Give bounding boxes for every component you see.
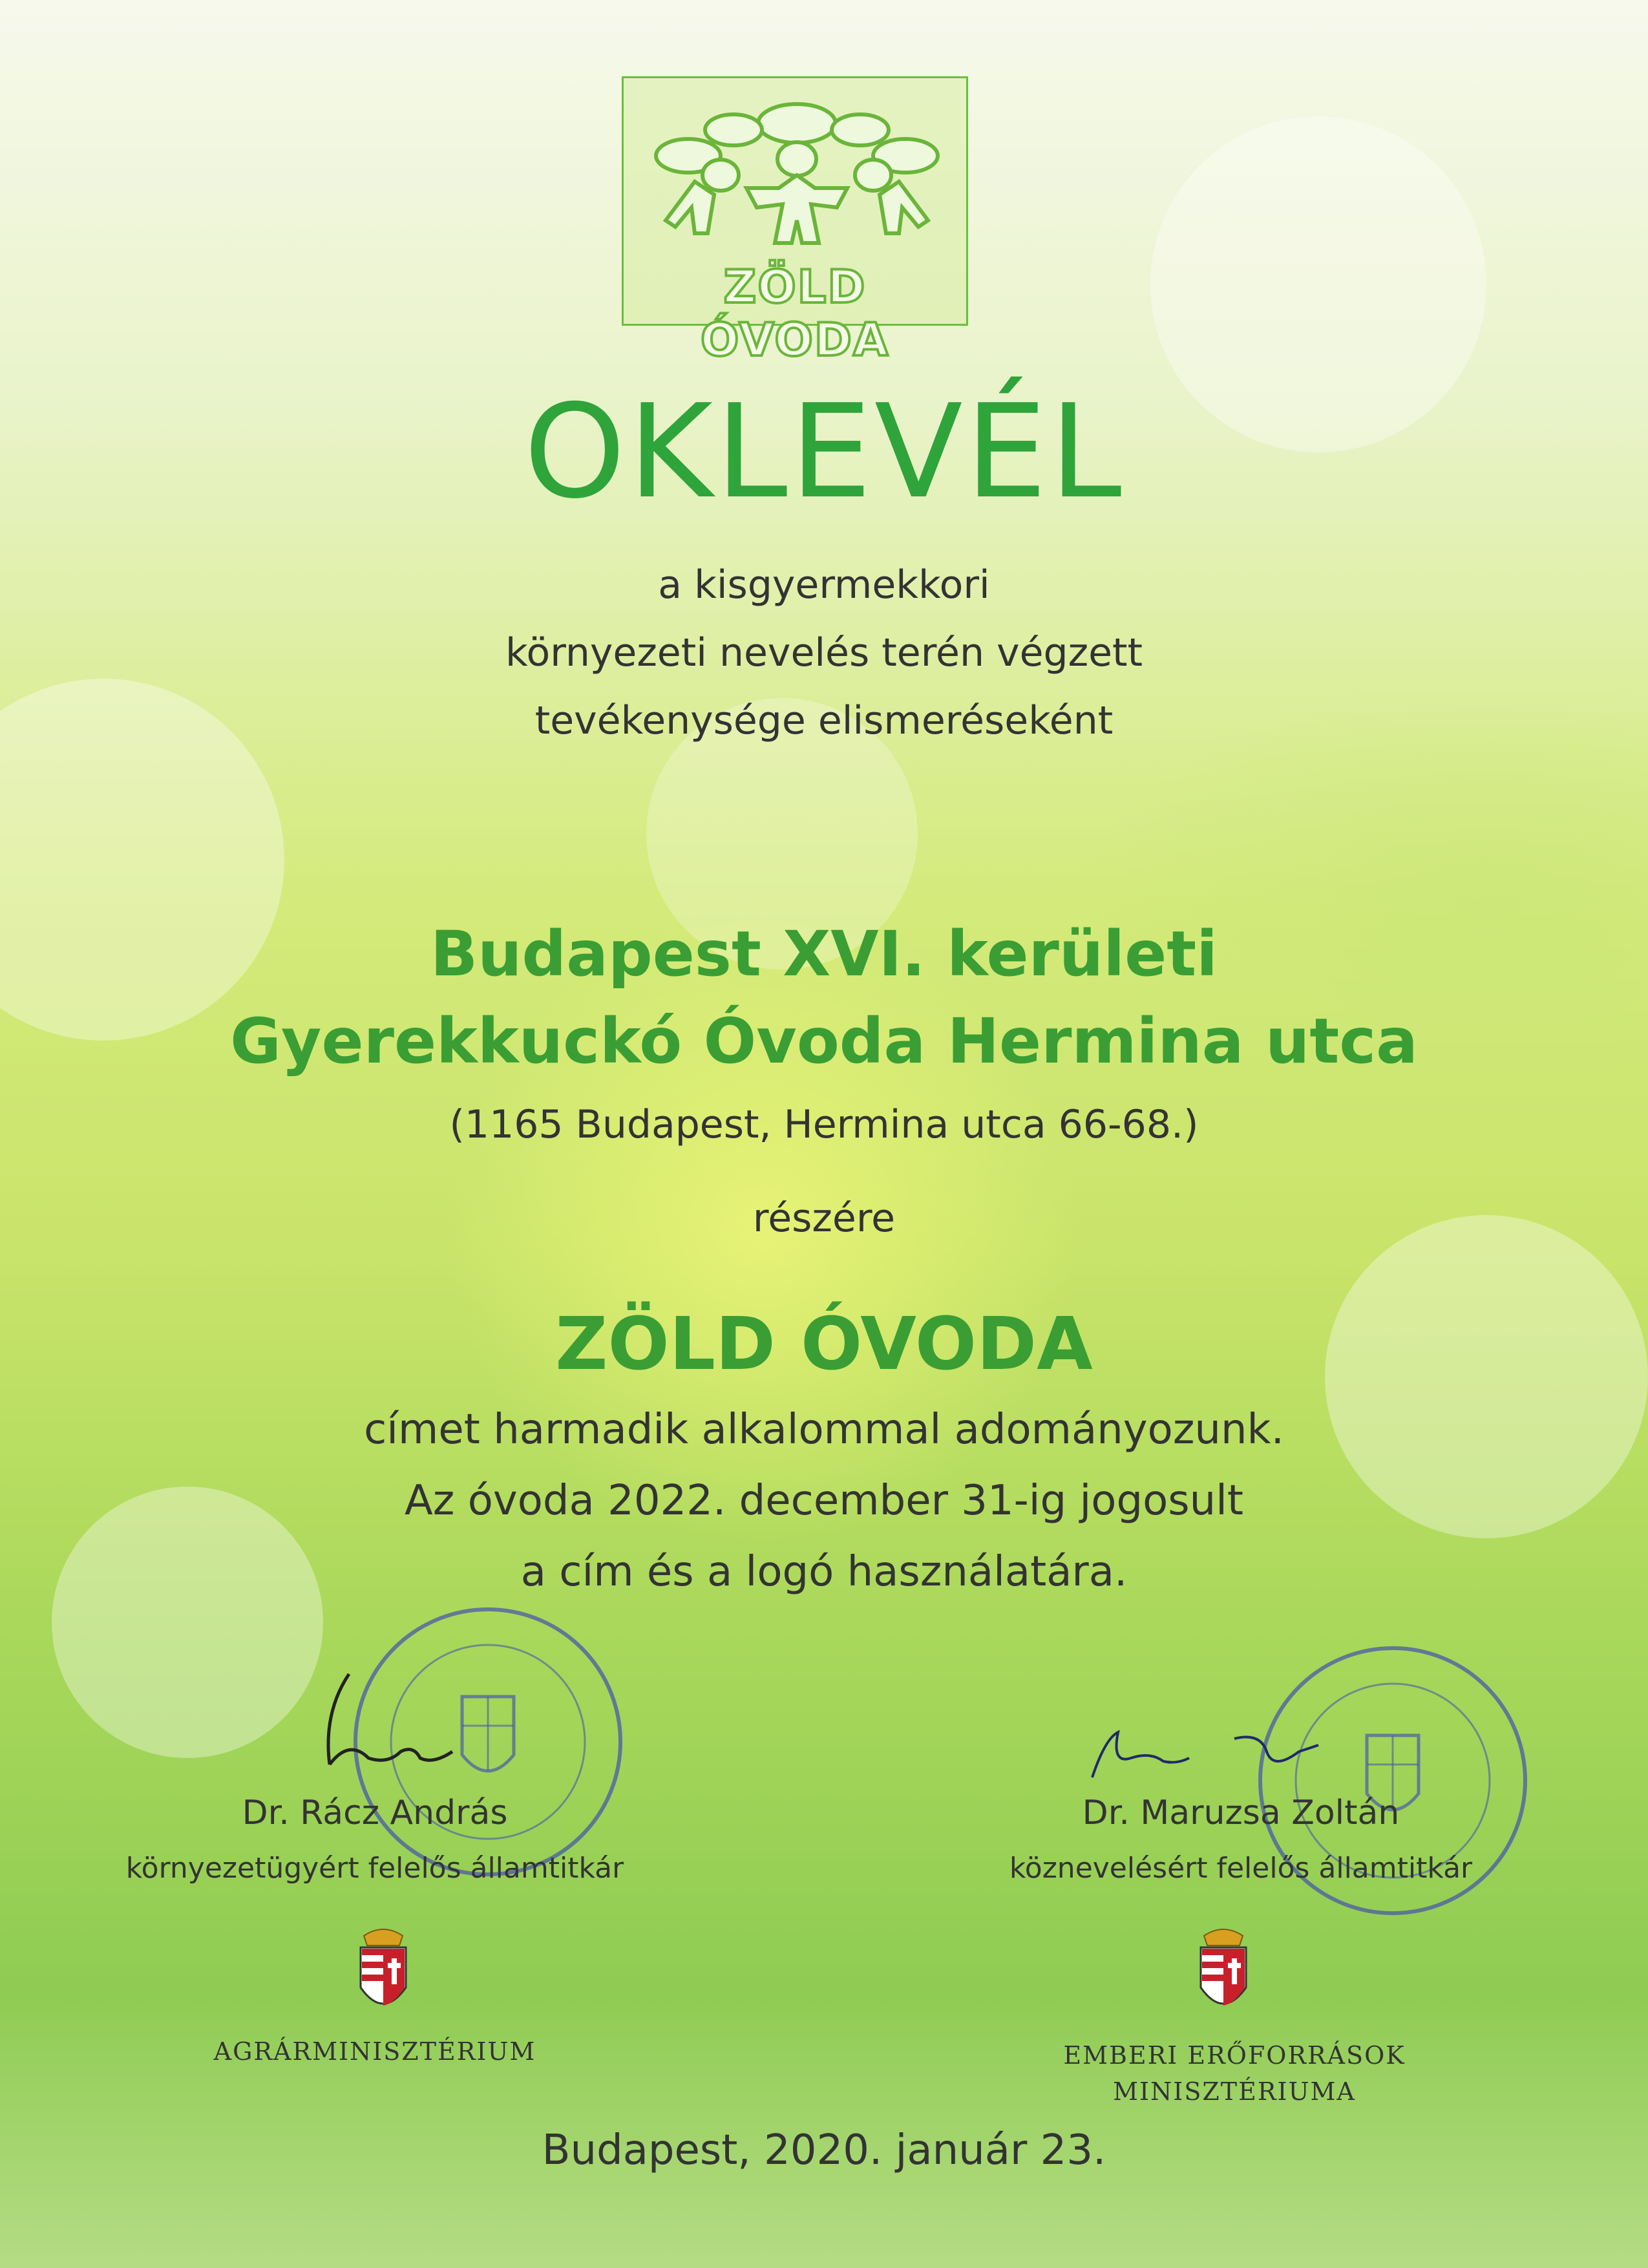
signature-racz — [310, 1661, 459, 1777]
place-date: Budapest, 2020. január 23. — [542, 2126, 1106, 2174]
body-line-2: Az óvoda 2022. december 31-ig jogosult — [405, 1477, 1243, 1525]
ministry-right-line-2: MINISZTÉRIUMA — [1113, 2077, 1356, 2106]
body-line-1: címet harmadik alkalommal adományozunk. — [364, 1406, 1284, 1454]
subtitle-line-2: környezeti nevelés terén végzett — [505, 630, 1143, 675]
recipient-address: (1165 Budapest, Hermina utca 66-68.) — [449, 1102, 1199, 1147]
signatory-name: Dr. Rácz András — [242, 1794, 508, 1832]
recipient-line-2: Gyerekkuckó Óvoda Hermina utca — [230, 1005, 1418, 1077]
signatory-right — [918, 1794, 1564, 1885]
body-line-3: a cím és a logó használatára. — [520, 1548, 1128, 1596]
logo-text: ZÖLD ÓVODA — [700, 260, 890, 366]
zold-ovoda-logo — [622, 76, 968, 366]
signature-maruzsa — [1066, 1713, 1338, 1797]
children-flowers-icon — [650, 98, 944, 253]
bokeh-circle — [52, 1487, 323, 1758]
award-title: ZÖLD ÓVODA — [555, 1302, 1093, 1386]
ministry-right — [944, 2037, 1525, 2110]
certificate-title: OKLEVÉL — [523, 377, 1125, 527]
signatory-left — [116, 1794, 633, 1885]
signatory-role: köznevelésért felelős államtitkár — [1009, 1852, 1473, 1885]
subtitle-line-3: tevékenysége elismeréseként — [534, 698, 1114, 743]
signatory-role: környezetügyért felelős államtitkár — [125, 1852, 624, 1885]
ministry-right-line-1: EMBERI ERŐFORRÁSOK — [1063, 2041, 1406, 2070]
subtitle-line-1: a kisgyermekkori — [658, 562, 990, 608]
hungarian-coat-of-arms-icon — [354, 1923, 412, 2020]
signatory-name: Dr. Maruzsa Zoltán — [1082, 1794, 1400, 1832]
for-label: részére — [752, 1196, 896, 1241]
ministry-left: AGRÁRMINISZTÉRIUM — [213, 2037, 536, 2066]
recipient-line-1: Budapest XVI. kerületi — [430, 918, 1218, 990]
hungarian-coat-of-arms-icon — [1194, 1923, 1252, 2020]
